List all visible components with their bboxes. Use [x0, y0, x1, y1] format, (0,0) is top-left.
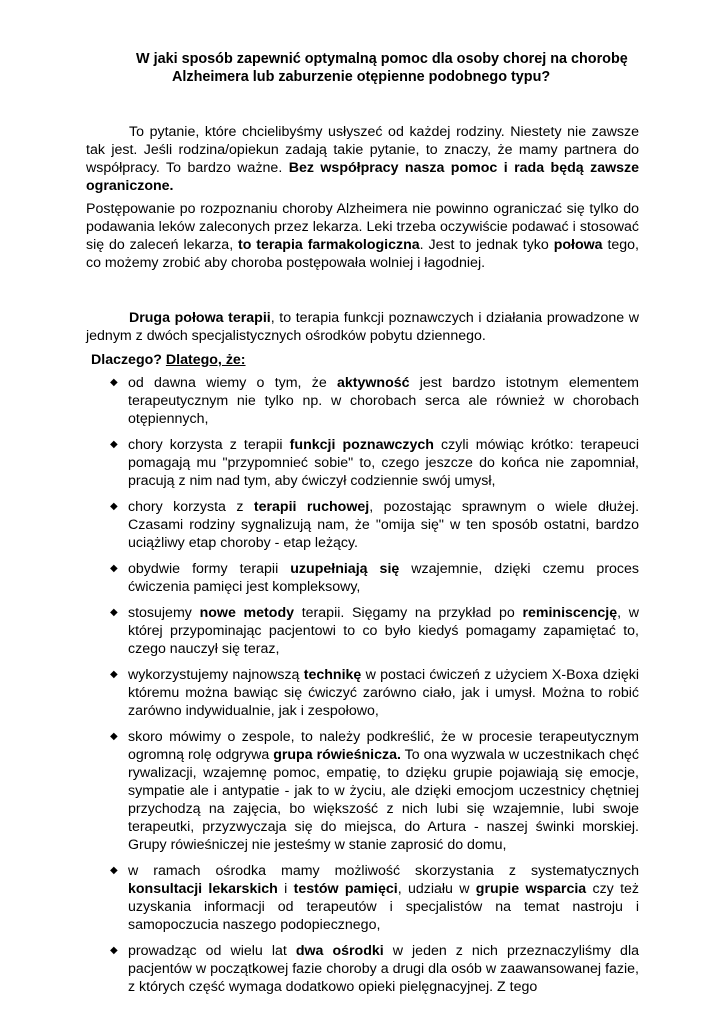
list-item: ◆ chory korzysta z terapii funkcji poznawczych czyli mówiąc krótko: terapeuci pomagają mu "przypomnieć sobie" to, czego jeszcze do końca nie zapomniał, pracują z nim nad tym, aby ćwiczył codziennie swój umysł,: [110, 437, 639, 489]
treatment-paragraph: Postępowanie po rozpoznaniu choroby Alzheimera nie powinno ograniczać się tylko do podawania leków zaleconych przez lekarza. Leki trzeba oczywiście podawać i stosować się do zaleceń lekarza, to terapia farmakologiczna. Jest to jednak tyko połowa tego, co możemy zrobić aby choroba postępowała wolniej i łagodniej.: [86, 201, 639, 271]
why-heading: Dlaczego? Dlatego, że:: [91, 352, 246, 368]
emphasis: Bez współpracy nasza pomoc i rada będą zawsze ograniczone.: [86, 160, 640, 194]
page-title: [86, 50, 639, 86]
diamond-bullet-icon: ◆: [110, 563, 118, 574]
list-item: ◆ w ramach ośrodka mamy możliwość skorzystania z systematycznych konsultacji lekarskich i testów pamięci, udziału w grupie wsparcia czy też uzyskania informacji od terapeutów i specjalistów na temat nastroju i samopoczucia naszego podopiecznego,: [110, 863, 639, 933]
second-half-paragraph: Druga połowa terapii, to terapia funkcji poznawczych i działania prowadzone w jednym z dwóch specjalistycznych ośrodków pobytu dziennego.: [86, 310, 639, 344]
list-item: ◆ od dawna wiemy o tym, że aktywność jest bardzo istotnym elementem terapeutycznym nie tylko np. w chorobach serca ale również w chorobach otępiennych,: [110, 375, 640, 427]
title-line-2: Alzheimera lub zaburzenie otępienne podobnego typu?: [172, 69, 551, 85]
diamond-bullet-icon: ◆: [110, 669, 118, 680]
diamond-bullet-icon: ◆: [110, 731, 118, 742]
reasons-list: [86, 374, 639, 996]
intro-paragraph: To pytanie, które chcielibyśmy usłyszeć od każdej rodziny. Niestety nie zawsze tak jest. Jeśli rodzina/opiekun zadają takie pytanie, to znaczy, że mamy partnera do współpracy. To bardzo ważne. Bez współpracy nasza pomoc i rada będą zawsze ograniczone.: [86, 124, 640, 194]
diamond-bullet-icon: ◆: [110, 439, 118, 450]
list-item: ◆ wykorzystujemy najnowszą technikę w postaci ćwiczeń z użyciem X-Boxa dzięki któremu można bawiąc się ćwiczyć zarówno ciało, jak i umysł. Można to robić zarówno indywidualnie, jak i zespołowo,: [110, 667, 639, 719]
list-item: ◆ skoro mówimy o zespole, to należy podkreślić, że w procesie terapeutycznym ogromną rolę odgrywa grupa rówieśnicza. To ona wyzwala w uczestnikach chęć rywalizacji, wzajemnę pomoc, empatię, to dzięku grupie pojawiają się emocje, sympatie ale i antypatie - jak to w życiu, ale dzięki emocjom uczestnicy chętniej przychodzą na zajęcia, bo większość z nich lubi się wzajemnie, lubi swoje terapeutki, przyzwyczaja się do miejsca, do Artura - naszej świnki morskiej. Grupy rówieśniczej nie jesteśmy w stanie zaprosić do domu,: [110, 729, 639, 853]
diamond-bullet-icon: ◆: [110, 501, 118, 512]
title-line-1: W jaki sposób zapewnić optymalną pomoc dla osoby chorej na chorobę: [136, 51, 628, 67]
diamond-bullet-icon: ◆: [110, 865, 118, 876]
document-page: [86, 50, 639, 1004]
diamond-bullet-icon: ◆: [110, 945, 118, 956]
diamond-bullet-icon: ◆: [110, 377, 118, 388]
list-item: ◆ stosujemy nowe metody terapii. Sięgamy na przykład po reminiscencję, w której przypominając pacjentowi to co było kiedyś pomagamy zapamiętać to, czego nauczył się teraz,: [110, 605, 639, 657]
diamond-bullet-icon: ◆: [110, 607, 118, 618]
list-item: ◆ chory korzysta z terapii ruchowej, pozostając sprawnym o wiele dłużej. Czasami rodziny sygnalizują nam, że "omija się" w ten sposób ostatni, bardzo uciążliwy etap choroby - etap leżący.: [110, 499, 640, 551]
list-item: ◆ obydwie formy terapii uzupełniają się wzajemnie, dzięki czemu proces ćwiczenia pamięci jest kompleksowy,: [110, 561, 640, 595]
list-item: ◆ prowadząc od wielu lat dwa ośrodki w jeden z nich przeznaczyliśmy dla pacjentów w początkowej fazie choroby a drugi dla osób w zaawansowanej fazie, z których część wymaga dodatkowo opieki pielęgnacyjnej. Z tego: [110, 943, 639, 995]
